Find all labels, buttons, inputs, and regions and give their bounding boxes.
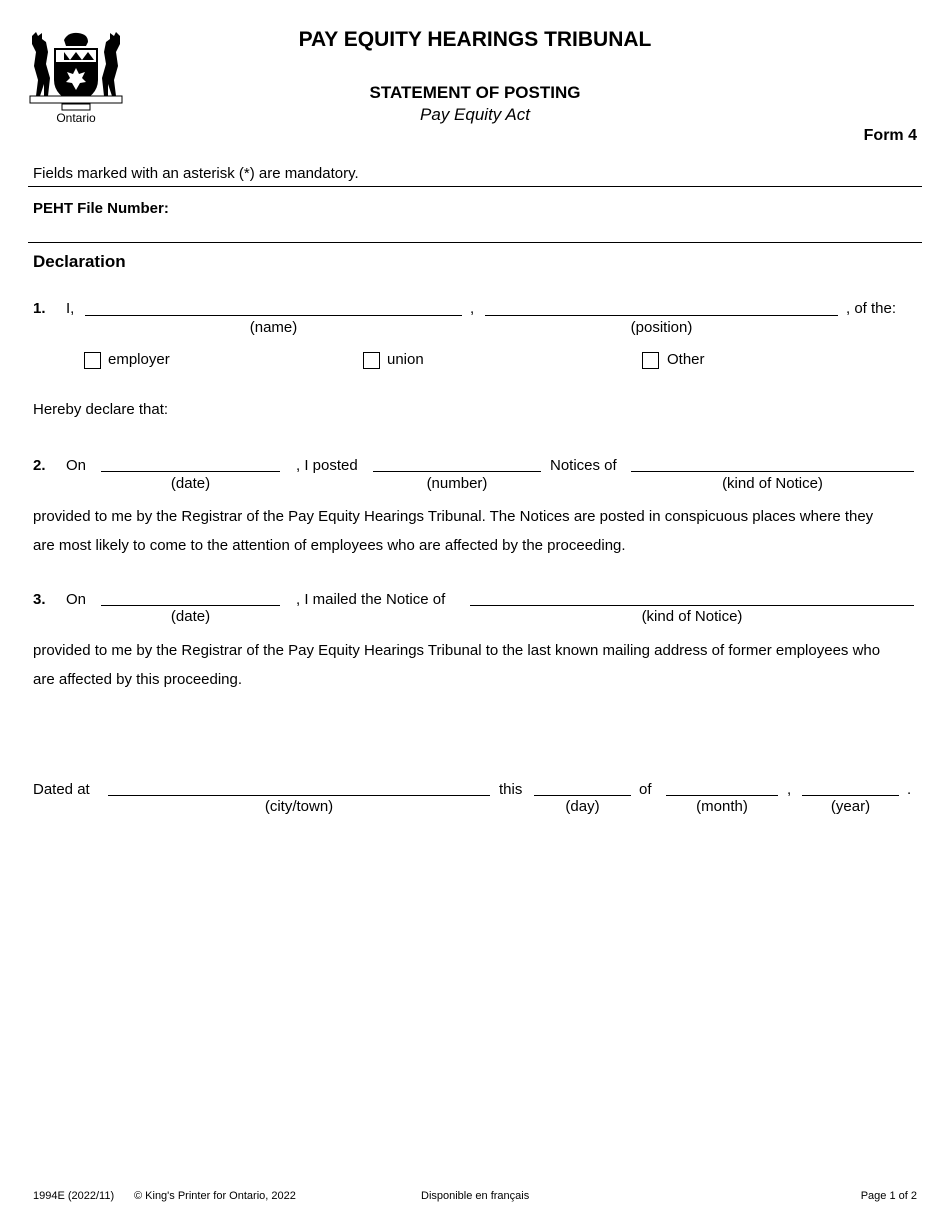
item-1-number: 1. bbox=[33, 300, 46, 317]
tribunal-title: PAY EQUITY HEARINGS TRIBUNAL bbox=[298, 28, 652, 51]
notice-count-label: (number) bbox=[426, 475, 488, 492]
mailed-notice-kind-field[interactable] bbox=[470, 605, 914, 606]
posted-notice-kind-label: (kind of Notice) bbox=[722, 475, 823, 492]
city-town-field[interactable] bbox=[108, 795, 490, 796]
year-field[interactable] bbox=[802, 795, 899, 796]
employer-option-label: employer bbox=[108, 351, 170, 368]
this-text: this bbox=[499, 781, 523, 798]
item-3-on: On bbox=[66, 591, 87, 608]
posting-date-field[interactable] bbox=[101, 471, 280, 472]
form-number: Form 4 bbox=[863, 127, 917, 144]
city-town-label: (city/town) bbox=[264, 798, 334, 815]
name-field[interactable] bbox=[85, 315, 462, 316]
mailing-date-label: (date) bbox=[170, 608, 211, 625]
mailing-date-field[interactable] bbox=[101, 605, 280, 606]
union-checkbox[interactable] bbox=[363, 352, 380, 369]
item-2-posted: , I posted bbox=[296, 457, 358, 474]
item-2-number: 2. bbox=[33, 457, 46, 474]
posted-notice-kind-field[interactable] bbox=[631, 471, 914, 472]
item-2-notices-of: Notices of bbox=[550, 457, 617, 474]
form-title: STATEMENT OF POSTING bbox=[369, 83, 581, 102]
divider bbox=[28, 242, 922, 243]
of-text: of bbox=[639, 781, 652, 798]
item-1-comma: , bbox=[470, 300, 475, 317]
item-1-prefix: I, bbox=[66, 300, 75, 317]
section-title: Declaration bbox=[33, 252, 126, 271]
divider bbox=[28, 186, 922, 187]
employer-checkbox[interactable] bbox=[84, 352, 101, 369]
item-2-on: On bbox=[66, 457, 87, 474]
item-2-paragraph-line-2: are most likely to come to the attention of employees who are affected by the proceeding. bbox=[33, 537, 626, 554]
copyright-notice: © King's Printer for Ontario, 2022 bbox=[134, 1190, 296, 1202]
item-3-number: 3. bbox=[33, 591, 46, 608]
dated-at-text: Dated at bbox=[33, 781, 90, 798]
year-label: (year) bbox=[830, 798, 871, 815]
day-label: (day) bbox=[565, 798, 600, 815]
form-code: 1994E (2022/11) bbox=[33, 1190, 115, 1202]
french-availability-note: Disponible en français bbox=[421, 1190, 530, 1202]
page-number: Page 1 of 2 bbox=[860, 1190, 917, 1202]
mandatory-note: Fields marked with an asterisk (*) are mandatory. bbox=[33, 165, 359, 182]
date-period: . bbox=[907, 781, 912, 798]
logo-caption: Ontario bbox=[56, 111, 96, 125]
union-option-label: union bbox=[387, 351, 424, 368]
position-field[interactable] bbox=[485, 315, 838, 316]
mailed-notice-kind-label: (kind of Notice) bbox=[641, 608, 743, 625]
item-1-suffix: , of the: bbox=[846, 300, 897, 317]
item-2-paragraph-line-1: provided to me by the Registrar of the Pay Equity Hearings Tribunal. The Notices are posted in conspicuous places where they bbox=[33, 508, 874, 525]
item-3-paragraph-line-1: provided to me by the Registrar of the Pay Equity Hearings Tribunal to the last known mailing address of former employees who bbox=[33, 642, 881, 659]
other-option-label: Other bbox=[667, 351, 705, 368]
other-checkbox[interactable] bbox=[642, 352, 659, 369]
act-name: Pay Equity Act bbox=[420, 105, 530, 124]
month-label: (month) bbox=[696, 798, 748, 815]
day-field[interactable] bbox=[534, 795, 631, 796]
month-field[interactable] bbox=[666, 795, 778, 796]
name-field-label: (name) bbox=[249, 319, 298, 336]
file-number-field[interactable] bbox=[185, 196, 485, 220]
notice-count-field[interactable] bbox=[373, 471, 541, 472]
item-3-mailed: , I mailed the Notice of bbox=[296, 591, 446, 608]
position-field-label: (position) bbox=[630, 319, 693, 336]
hereby-text: Hereby declare that: bbox=[33, 401, 169, 418]
posting-date-label: (date) bbox=[170, 475, 211, 492]
item-3-paragraph-line-2: are affected by this proceeding. bbox=[33, 671, 243, 688]
file-number-label: PEHT File Number: bbox=[33, 200, 169, 217]
date-comma: , bbox=[787, 781, 792, 798]
